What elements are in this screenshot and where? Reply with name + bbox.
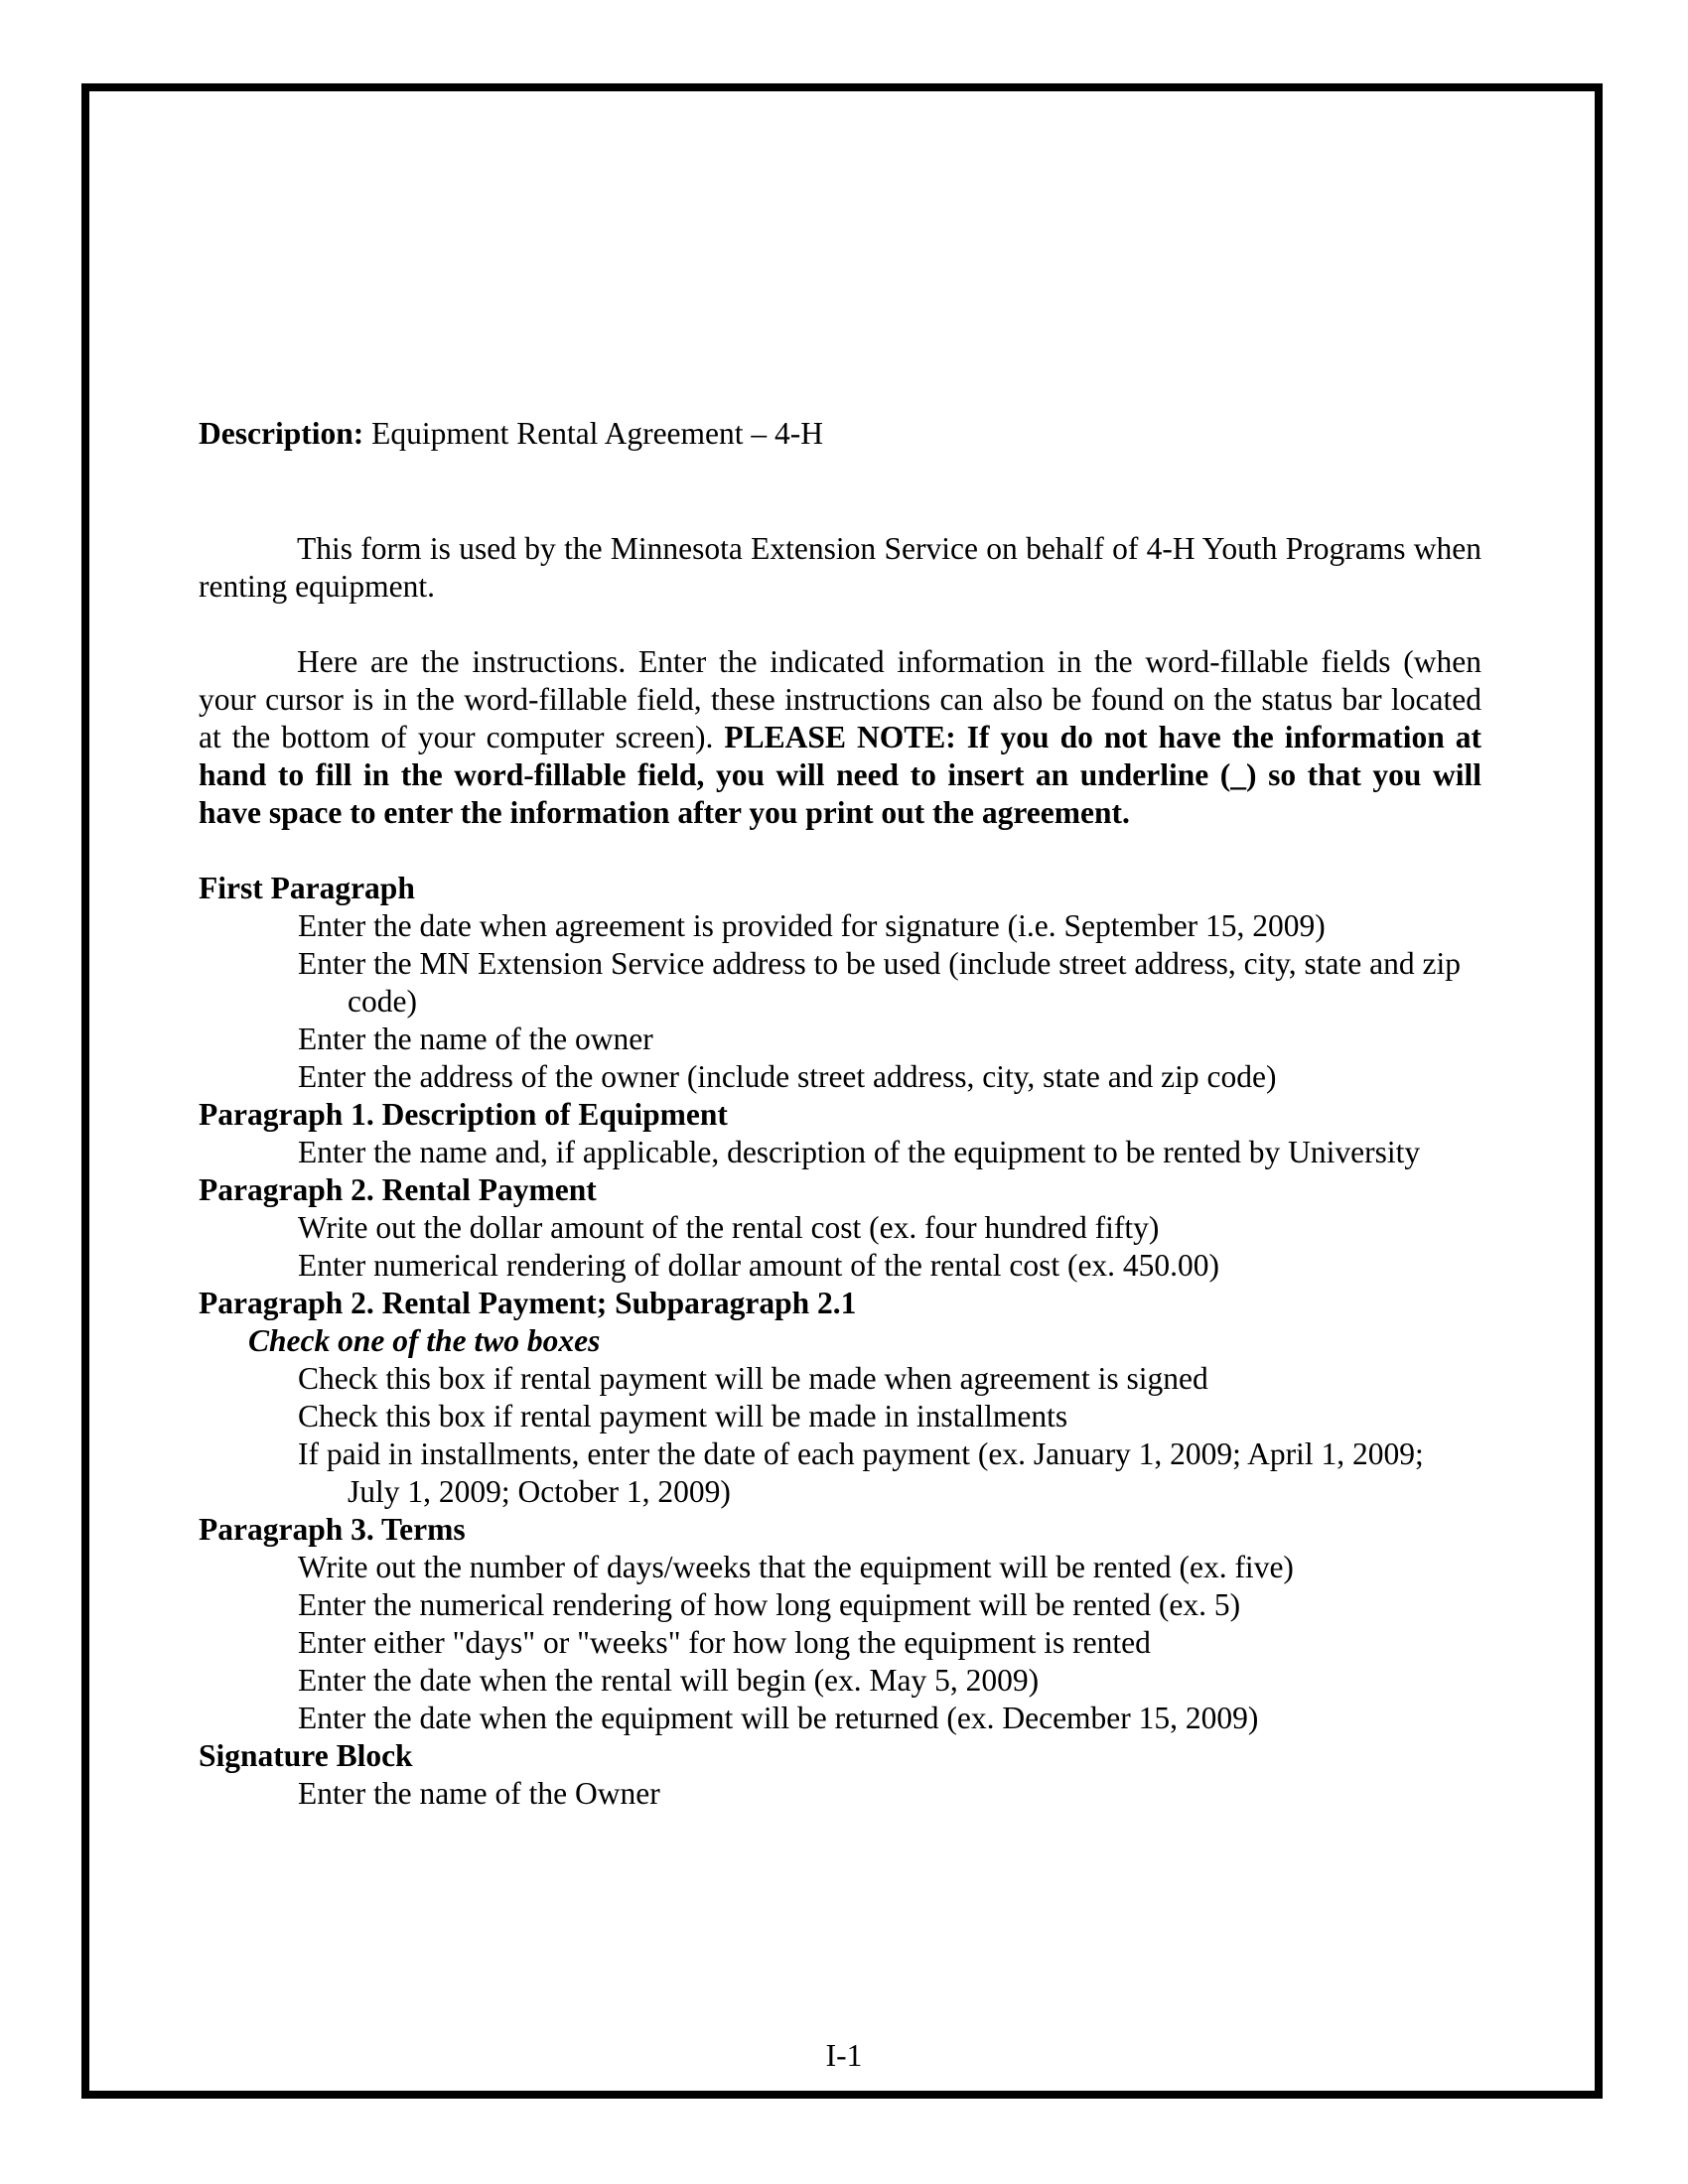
instruction-item: If paid in installments, enter the date of each payment (ex. January 1, 2009; April 1, 2009; July 1, 2009; October 1, 2009)	[298, 1436, 1424, 1509]
spacer	[199, 606, 1481, 643]
section-heading: Paragraph 2. Rental Payment	[199, 1172, 597, 1207]
instruction-item: Write out the dollar amount of the rental cost (ex. four hundred fifty)	[298, 1210, 1160, 1245]
section-heading: Paragraph 1. Description of Equipment	[199, 1097, 728, 1132]
instruction-item: Enter the MN Extension Service address to be used (include street address, city, state and zip code)	[298, 946, 1461, 1019]
instruction-item: Check this box if rental payment will be made in installments	[298, 1399, 1068, 1433]
instruction-item: Enter either "days" or "weeks" for how long the equipment is rented	[298, 1625, 1151, 1660]
instruction-item: Check this box if rental payment will be made when agreement is signed	[298, 1361, 1208, 1396]
instruction-item: Enter the date when agreement is provided for signature (i.e. September 15, 2009)	[298, 908, 1326, 943]
instruction-item: Enter the name of the owner	[298, 1022, 653, 1056]
instruction-item: Write out the number of days/weeks that the equipment will be rented (ex. five)	[298, 1550, 1294, 1584]
instructions-note: PLEASE NOTE: If you do not have the information at hand to fill in the word-fillable field, you will need to insert an underline (_) so that you will have space to enter the information after you print out the agreement.	[199, 720, 1481, 830]
instructions-text: Here are the instructions. Enter the indicated information in the word-fillable fields (when your cursor is in the word-fillable field, these instructions can also be found on the status bar located at the bottom of your computer screen).	[199, 644, 1481, 754]
section-heading: First Paragraph	[199, 871, 415, 905]
section-heading: Paragraph 2. Rental Payment; Subparagraph 2.1	[199, 1286, 857, 1320]
instruction-item: Enter numerical rendering of dollar amount of the rental cost (ex. 450.00)	[298, 1248, 1220, 1283]
page-number: I-1	[825, 2038, 863, 2073]
description-value: Equipment Rental Agreement – 4-H	[371, 416, 823, 451]
spacer	[199, 832, 1481, 870]
spacer	[199, 453, 1481, 530]
section-heading: Signature Block	[199, 1738, 413, 1773]
section-heading: Paragraph 3. Terms	[199, 1512, 466, 1547]
document-body	[199, 415, 1481, 1813]
description-label: Description:	[199, 416, 364, 451]
section-subheading: Check one of the two boxes	[248, 1323, 601, 1358]
instruction-item: Enter the name of the Owner	[298, 1776, 660, 1811]
instructions-paragraph	[199, 643, 1481, 832]
instruction-item: Enter the address of the owner (include street address, city, state and zip code)	[298, 1059, 1277, 1094]
instruction-item: Enter the numerical rendering of how long equipment will be rented (ex. 5)	[298, 1587, 1241, 1622]
instruction-item: Enter the date when the rental will begin (ex. May 5, 2009)	[298, 1663, 1040, 1698]
instruction-item: Enter the date when the equipment will be returned (ex. December 15, 2009)	[298, 1701, 1259, 1735]
description-line	[199, 415, 1481, 453]
instruction-item: Enter the name and, if applicable, description of the equipment to be rented by University	[298, 1135, 1421, 1169]
intro-paragraph: This form is used by the Minnesota Extension Service on behalf of 4-H Youth Programs when renting equipment.	[199, 531, 1481, 604]
